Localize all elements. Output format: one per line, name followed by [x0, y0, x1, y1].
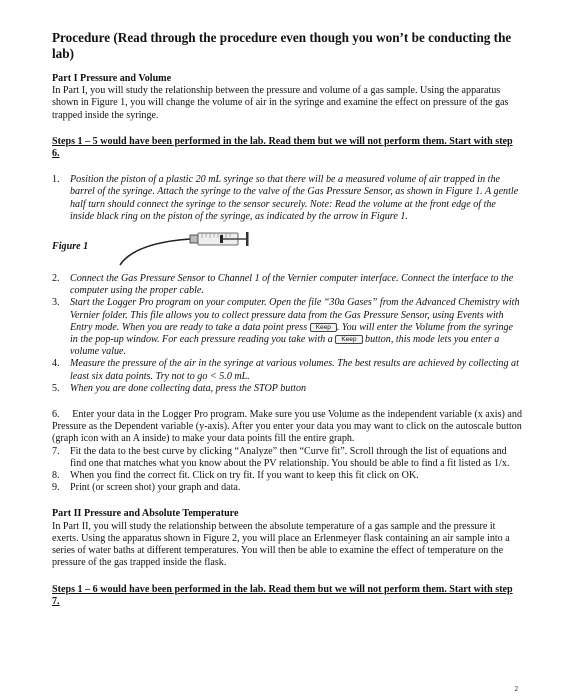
step-3-text-a: Start the Logger Pro program on your computer. Open the file “30a Gases” from the Advanced Chemistry with Vernier folder. This file allows you to collect pressure data from the Gas Pressure Sensor, using Events with Entry mode. When you are ready to take a data point press — [70, 297, 520, 333]
step-number: 2. — [52, 273, 60, 285]
part1-steps-italic-cont — [52, 273, 522, 395]
step-number: 7. — [52, 445, 60, 457]
step-text: Print (or screen shot) your graph and data. — [70, 482, 241, 494]
part1-steps-plain — [52, 409, 522, 494]
step-1 — [52, 174, 522, 223]
step-7 — [52, 446, 522, 470]
step-number: 9. — [52, 482, 60, 494]
page-title: Procedure (Read through the procedure even though you won’t be conducting the lab) — [52, 30, 512, 61]
part1-steps-note: Steps 1 – 5 would have been performed in the lab. Read them but we will not perform them. Start with step 6. — [52, 135, 513, 160]
part1-intro: In Part I, you will study the relationship between the pressure and volume of a gas sample. Using the apparatus shown in Figure 1, you will change the volume of air in the syringe and examine the effect on pressure of the gas trapped inside the syringe. — [52, 85, 509, 121]
document-page — [52, 30, 522, 622]
part1-steps-italic — [52, 174, 522, 223]
step-text: Position the piston of a plastic 20 mL syringe so that there will be a measured volume of air trapped in the barrel of the syringe. Attach the syringe to the valve of the Gas Pressure Sensor, as shown in Figure 1. A gentle half turn should connect the syringe to the sensor securely. Note: Read the volume at the front edge of the inside black ring on the piston of the syringe, as indicated by the arrow in Figure 1. — [70, 174, 519, 222]
step-6-text: Enter your data in the Logger Pro program. Make sure you use Volume as the independent variable (x axis) and Pressure as the Dependent variable (y-axis). After you enter your data you may want to click on the autoscale button (graph icon with an A inside) to make your data points fill the entire graph. — [52, 409, 522, 445]
part2-steps-note: Steps 1 – 6 would have been performed in the lab. Read them but we will not perform them. Start with step 7. — [52, 583, 513, 607]
step-3-text-b: . You will enter the Volume from the syringe in the pop-up window. For each pressure reading you take with a — [70, 321, 514, 346]
syringe-sensor-illustration — [112, 227, 252, 267]
figure-label: Figure 1 — [52, 240, 89, 252]
step-text: Connect the Gas Pressure Sensor to Channel 1 of the Vernier computer interface. Connect the interface to the computer using the proper cable. — [70, 273, 514, 297]
step-5 — [52, 383, 522, 395]
step-text: Fit the data to the best curve by clicking “Analyze” then “Curve fit”. Scroll through the list of equations and find one that matches what you know about the PV relationship. You should be able to find a fit listed as 1/x. — [70, 445, 510, 469]
step-text — [70, 297, 522, 358]
step-8 — [52, 470, 522, 482]
step-9 — [52, 482, 522, 494]
step-number: 1. — [52, 174, 60, 186]
step-text: When you are done collecting data, press the STOP button — [70, 382, 307, 394]
step-number: 8. — [52, 470, 60, 482]
part1-heading: Part I Pressure and Volume — [52, 73, 172, 84]
step-number: 3. — [52, 297, 60, 309]
part2-intro: In Part II, you will study the relationship between the absolute temperature of a gas sample and the pressure it exerts. Using the apparatus shown in Figure 2, you will place an Erlenmeyer flask containing an air sample into a series of water baths at different temperatures. You will then be able to examine the effect of temperature on the pressure of the gas trapped inside the flask. — [52, 520, 510, 569]
step-text — [52, 409, 522, 446]
step-text: Measure the pressure of the air in the syringe at various volumes. The best results are achieved by collecting at least six data points. Try not to go < 5.0 mL. — [70, 358, 519, 382]
figure-1 — [52, 227, 522, 267]
keep-button-image: Keep — [335, 335, 362, 344]
step-number: 5. — [52, 382, 60, 394]
step-text: When you find the correct fit. Click on try fit. If you want to keep this fit click on OK. — [70, 470, 419, 482]
step-6 — [52, 409, 522, 446]
step-2 — [52, 273, 522, 297]
step-number: 4. — [52, 358, 60, 370]
part2-heading: Part II Pressure and Absolute Temperature — [52, 508, 239, 520]
step-3 — [52, 297, 522, 358]
page-number: 2 — [514, 685, 518, 693]
keep-button-image: Keep — [310, 323, 337, 332]
step-number: 6. — [52, 409, 60, 421]
step-3-text-c: button, this mode lets you enter a volume value. — [70, 334, 500, 358]
step-4 — [52, 358, 522, 382]
